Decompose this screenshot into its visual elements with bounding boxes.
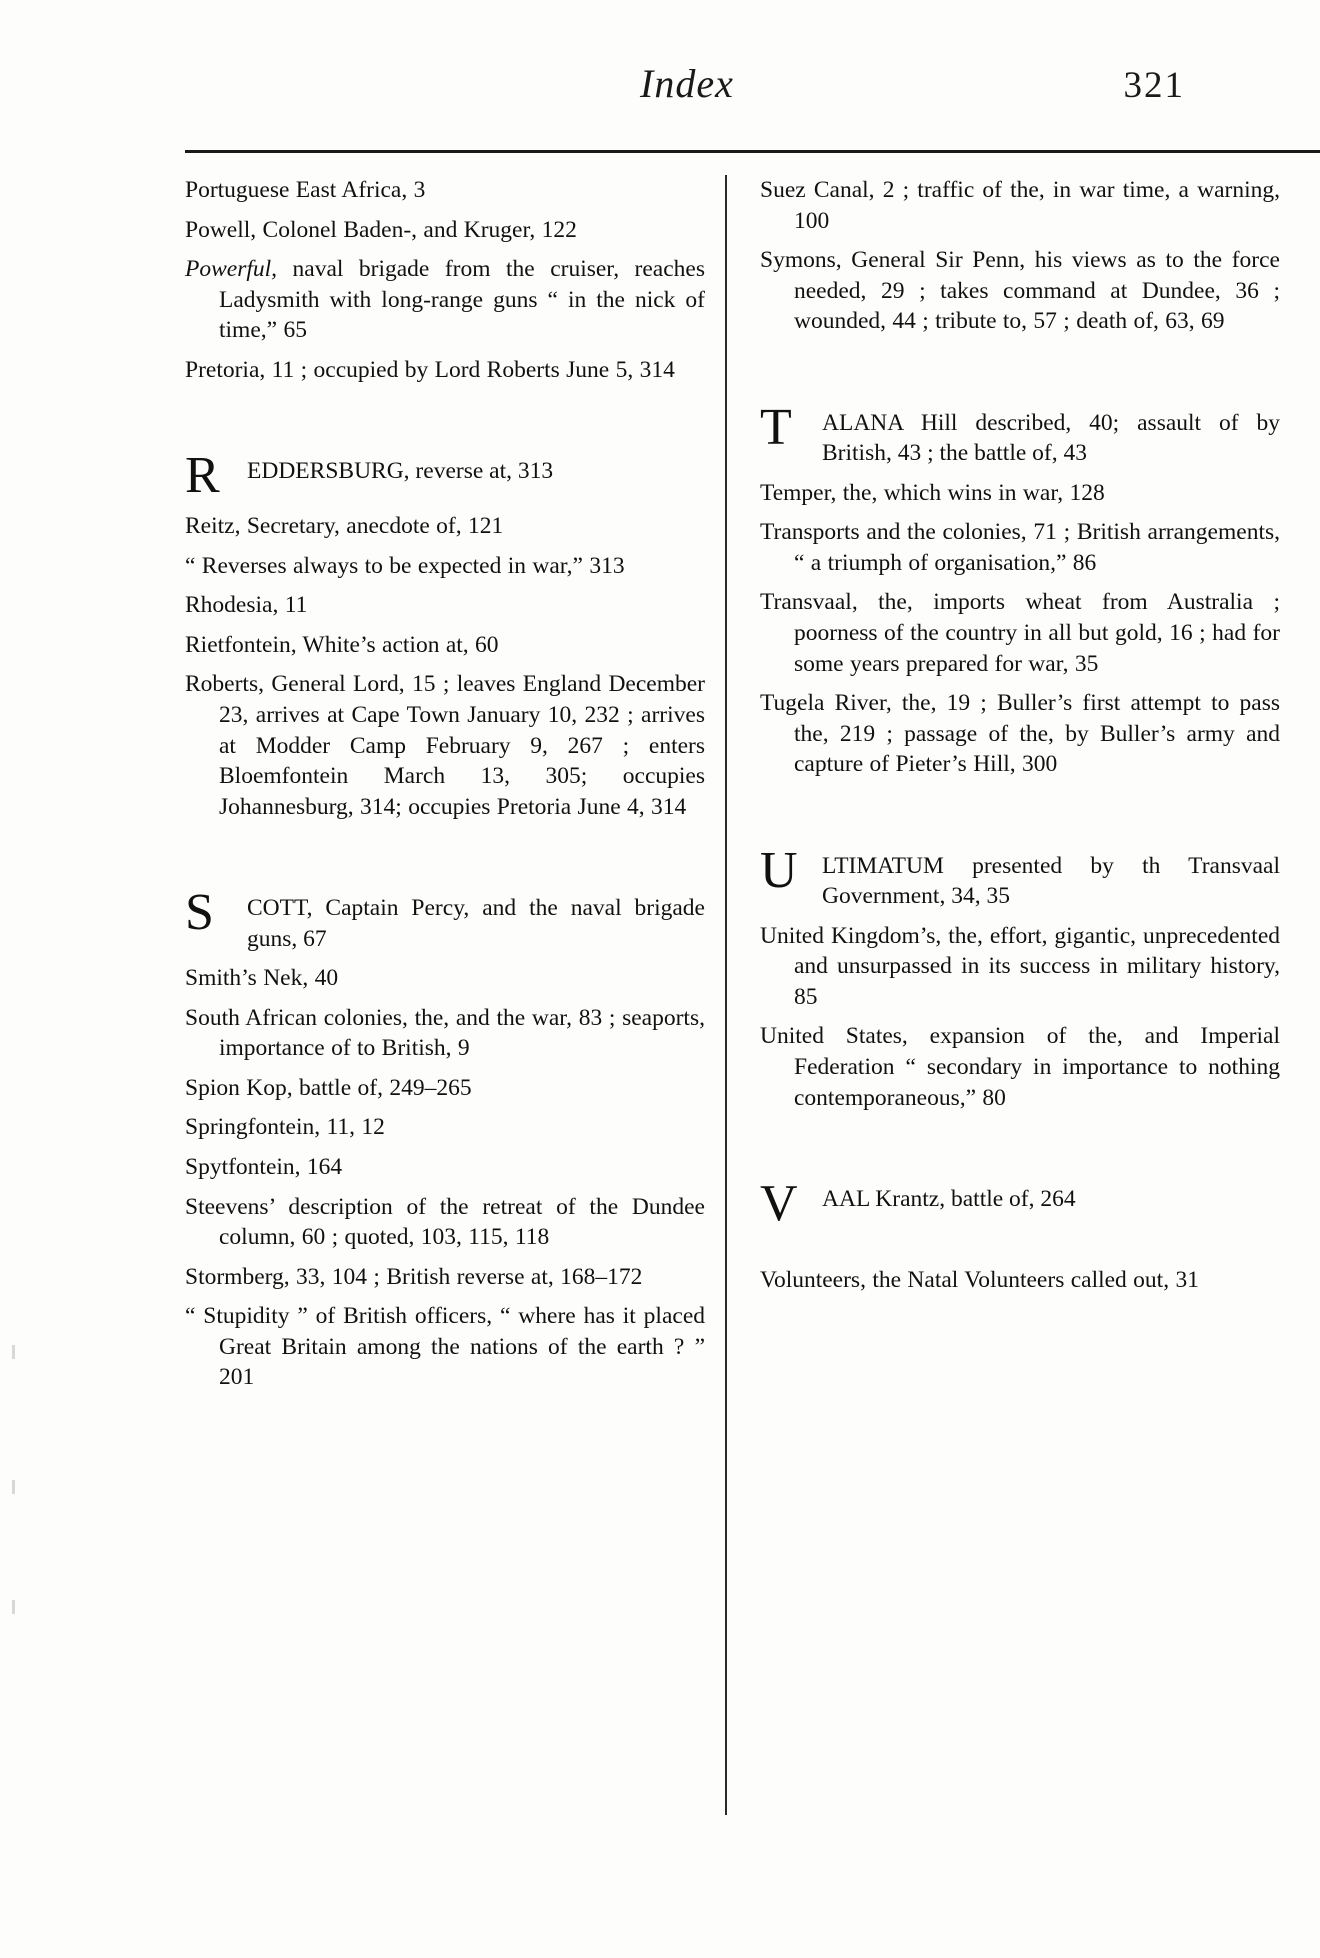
index-entry: Symons, General Sir Penn, his views as to the force needed, 29 ; takes command at Dundee, 36 ; wounded, 44 ; tribute to, 57 ; death of, 63, 69	[760, 247, 1280, 335]
section-gap	[760, 346, 1280, 408]
letter-dropcap: V	[760, 1175, 798, 1233]
index-entry-text: ALANA Hill described, 40; assault of by British, 43 ; the battle of, 43	[822, 409, 1280, 467]
section-gap	[185, 831, 705, 893]
index-entry: Springfontein, 11, 12	[185, 1114, 385, 1141]
index-letter-entry	[760, 398, 1280, 469]
index-entry: Transvaal, the, imports wheat from Australia ; poorness of the country in all but gold, 16 ; had for some years prepared for war, 35	[760, 589, 1280, 677]
index-entry: Rietfontein, White’s action at, 60	[185, 631, 499, 658]
index-columns	[185, 175, 1320, 1825]
letter-dropcap: S	[185, 884, 214, 942]
page-title: Index	[640, 61, 734, 106]
index-entry-text: AAL Krantz, battle of, 264	[822, 1186, 1076, 1213]
index-column-left	[185, 175, 705, 1402]
index-column-right	[760, 175, 1280, 1305]
section-gap	[185, 394, 705, 456]
header-rule	[185, 150, 1320, 153]
index-entry-text: naval brigade from the cruiser, reaches Ladysmith with long-range guns “ in the nick of time,” 65	[219, 256, 705, 344]
index-entry: South African colonies, the, and the war, 83 ; seaports, importance of to British, 9	[185, 1004, 705, 1062]
index-letter-entry	[185, 884, 705, 954]
section-gap	[760, 1239, 1280, 1265]
index-entry: Spion Kop, battle of, 249–265	[185, 1074, 472, 1101]
index-entry: Spytfontein, 164	[185, 1154, 343, 1181]
index-letter-entry	[760, 1175, 1280, 1233]
index-entry: United States, expansion of the, and Imperial Federation “ secondary in importance to nothing contemporaneous,” 80	[760, 1023, 1280, 1111]
index-entry-text: LTIMATUM presented by th Transvaal Government, 34, 35	[822, 852, 1280, 910]
letter-dropcap: U	[760, 841, 798, 899]
index-entry: Suez Canal, 2 ; traffic of the, in war time, a warning, 100	[760, 177, 1280, 234]
letter-dropcap: R	[185, 447, 220, 505]
index-entry: Transports and the colonies, 71 ; British arrangements, “ a triumph of organisation,” 86	[760, 519, 1280, 576]
index-entry: Portuguese East Africa, 3	[185, 177, 426, 203]
page-edge-mark	[12, 1345, 15, 1359]
index-entry: Powell, Colonel Baden-, and Kruger, 122	[185, 216, 577, 243]
index-entry	[185, 254, 705, 346]
index-letter-entry	[760, 841, 1280, 912]
page-edge-mark	[12, 1480, 15, 1494]
index-entry: United Kingdom’s, the, effort, gigantic, unprecedented and unsurpassed in its success in military history, 85	[760, 922, 1280, 1010]
page-number: 321	[1123, 65, 1185, 106]
section-gap	[760, 1122, 1280, 1184]
index-entry-text: EDDERSBURG, reverse at, 313	[247, 458, 554, 485]
index-entry: “ Reverses always to be expected in war,” 313	[185, 552, 625, 579]
column-divider	[725, 175, 727, 1815]
index-entry: Pretoria, 11 ; occupied by Lord Roberts June 5, 314	[185, 356, 675, 383]
index-entry: Rhodesia, 11	[185, 592, 308, 619]
index-entry: Volunteers, the Natal Volunteers called out, 31	[760, 1267, 1199, 1294]
index-entry: Steevens’ description of the retreat of the Dundee column, 60 ; quoted, 103, 115, 118	[185, 1193, 705, 1251]
index-entry-text: COTT, Captain Percy, and the naval brigade guns, 67	[247, 895, 705, 952]
index-entry: Tugela River, the, 19 ; Buller’s first attempt to pass the, 219 ; passage of the, by Buller’s army and capture of Pieter’s Hill, 300	[760, 690, 1280, 778]
letter-dropcap: T	[760, 398, 792, 456]
index-entry: Temper, the, which wins in war, 128	[760, 479, 1105, 506]
index-entry: Roberts, General Lord, 15 ; leaves England December 23, arrives at Cape Town January 10, 232 ; arrives at Modder Camp February 9, 267 ; enters Bloemfontein March 13, 305; occupies Johannesburg, 314; occupies Pretoria June 4, 314	[185, 671, 705, 820]
index-letter-entry	[185, 447, 705, 505]
index-entry: Stormberg, 33, 104 ; British reverse at, 168–172	[185, 1263, 643, 1290]
page-edge-mark	[12, 1600, 15, 1614]
page-header	[185, 60, 1320, 130]
index-entry-title-italic: Powerful,	[185, 256, 278, 283]
index-entry: Smith’s Nek, 40	[185, 965, 339, 992]
index-entry: “ Stupidity ” of British officers, “ where has it placed Great Britain among the nations of the earth ? ” 201	[185, 1303, 705, 1391]
section-gap	[760, 789, 1280, 851]
index-entry: Reitz, Secretary, anecdote of, 121	[185, 513, 504, 540]
